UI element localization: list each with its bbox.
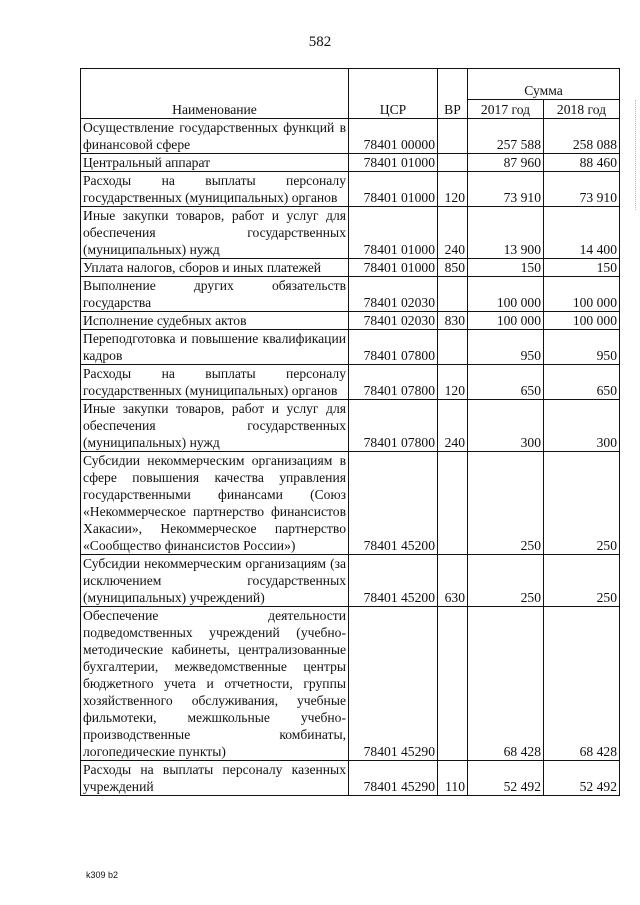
row-vr [438, 452, 468, 555]
table-row [81, 555, 620, 607]
header-year-2018: 2018 год [544, 100, 620, 119]
row-name: Выполнение других обязательств государства [81, 277, 349, 312]
row-sum-2017: 150 [468, 259, 544, 277]
table-row [81, 207, 620, 259]
row-sum-2018: 150 [544, 259, 620, 277]
row-sum-2018: 100 000 [544, 312, 620, 330]
table-header [81, 69, 620, 119]
table-row [81, 330, 620, 365]
row-sum-2018: 52 492 [544, 761, 620, 796]
row-csr: 78401 45290 [349, 607, 438, 761]
row-sum-2017: 650 [468, 365, 544, 400]
table-row [81, 607, 620, 761]
row-csr: 78401 45200 [349, 452, 438, 555]
row-sum-2018: 258 088 [544, 119, 620, 154]
row-vr: 120 [438, 172, 468, 207]
row-sum-2017: 300 [468, 400, 544, 452]
row-sum-2017: 100 000 [468, 312, 544, 330]
row-csr: 78401 45290 [349, 761, 438, 796]
row-name: Центральный аппарат [81, 154, 349, 172]
row-csr: 78401 07800 [349, 365, 438, 400]
row-sum-2017: 68 428 [468, 607, 544, 761]
row-name: Субсидии некоммерческим организациям (за исключением государственных (муниципальных) учреждений) [81, 555, 349, 607]
scan-edge-marks [633, 100, 636, 210]
row-sum-2018: 100 000 [544, 277, 620, 312]
table-row [81, 154, 620, 172]
row-sum-2017: 250 [468, 555, 544, 607]
row-csr: 78401 00000 [349, 119, 438, 154]
row-sum-2017: 52 492 [468, 761, 544, 796]
row-sum-2018: 14 400 [544, 207, 620, 259]
row-sum-2018: 300 [544, 400, 620, 452]
row-sum-2017: 87 960 [468, 154, 544, 172]
row-sum-2018: 250 [544, 555, 620, 607]
row-vr: 240 [438, 207, 468, 259]
row-name: Расходы на выплаты персоналу государственных (муниципальных) органов [81, 365, 349, 400]
page-number: 582 [308, 34, 332, 50]
row-vr [438, 330, 468, 365]
row-csr: 78401 01000 [349, 259, 438, 277]
row-vr [438, 607, 468, 761]
row-sum-2017: 13 900 [468, 207, 544, 259]
row-name: Расходы на выплаты персоналу государственных (муниципальных) органов [81, 172, 349, 207]
row-csr: 78401 01000 [349, 172, 438, 207]
row-sum-2018: 88 460 [544, 154, 620, 172]
table-row [81, 761, 620, 796]
row-name: Исполнение судебных актов [81, 312, 349, 330]
row-name: Обеспечение деятельности подведомственных учреждений (учебно-методические кабинеты, централизованные бухгалтерии, межведомственные центры бюджетного учета и отчетности, группы хозяйственного обслуживания, учебные фильмотеки, межшкольные учебно-производственные комбинаты, логопедические пункты) [81, 607, 349, 761]
row-sum-2017: 100 000 [468, 277, 544, 312]
header-vr: ВР [438, 69, 468, 119]
header-name: Наименование [81, 69, 349, 119]
row-vr [438, 154, 468, 172]
table-row [81, 400, 620, 452]
row-sum-2017: 950 [468, 330, 544, 365]
header-csr: ЦСР [349, 69, 438, 119]
row-vr: 240 [438, 400, 468, 452]
row-vr: 110 [438, 761, 468, 796]
row-name: Иные закупки товаров, работ и услуг для обеспечения государственных (муниципальных) нужд [81, 207, 349, 259]
row-vr: 830 [438, 312, 468, 330]
table-row [81, 365, 620, 400]
row-csr: 78401 01000 [349, 154, 438, 172]
table-row [81, 119, 620, 154]
row-name: Переподготовка и повышение квалификации кадров [81, 330, 349, 365]
row-sum-2018: 250 [544, 452, 620, 555]
table-body [81, 119, 620, 796]
row-sum-2017: 257 588 [468, 119, 544, 154]
row-vr [438, 119, 468, 154]
header-sum: Сумма [468, 69, 620, 100]
row-sum-2017: 73 910 [468, 172, 544, 207]
row-sum-2017: 250 [468, 452, 544, 555]
header-year-2017: 2017 год [468, 100, 544, 119]
row-sum-2018: 73 910 [544, 172, 620, 207]
row-vr: 120 [438, 365, 468, 400]
table-row [81, 312, 620, 330]
row-sum-2018: 650 [544, 365, 620, 400]
row-csr: 78401 02030 [349, 277, 438, 312]
row-name: Уплата налогов, сборов и иных платежей [81, 259, 349, 277]
row-sum-2018: 950 [544, 330, 620, 365]
row-csr: 78401 07800 [349, 400, 438, 452]
table-row [81, 172, 620, 207]
table-row [81, 277, 620, 312]
footer-code: k309 b2 [86, 870, 119, 880]
row-csr: 78401 02030 [349, 312, 438, 330]
row-csr: 78401 07800 [349, 330, 438, 365]
row-sum-2018: 68 428 [544, 607, 620, 761]
row-name: Иные закупки товаров, работ и услуг для обеспечения государственных (муниципальных) нужд [81, 400, 349, 452]
row-name: Осуществление государственных функций в финансовой сфере [81, 119, 349, 154]
row-csr: 78401 01000 [349, 207, 438, 259]
row-name: Субсидии некоммерческим организациям в сфере повышения качества управления государственными финансами (Союз «Некоммерческое партнерство финансистов Хакасии», Некоммерческое партнерство «Сообщество финансистов России») [81, 452, 349, 555]
budget-table [80, 68, 620, 796]
row-vr [438, 277, 468, 312]
row-csr: 78401 45200 [349, 555, 438, 607]
table-row [81, 259, 620, 277]
row-vr: 630 [438, 555, 468, 607]
row-name: Расходы на выплаты персоналу казенных учреждений [81, 761, 349, 796]
row-vr: 850 [438, 259, 468, 277]
table-row [81, 452, 620, 555]
